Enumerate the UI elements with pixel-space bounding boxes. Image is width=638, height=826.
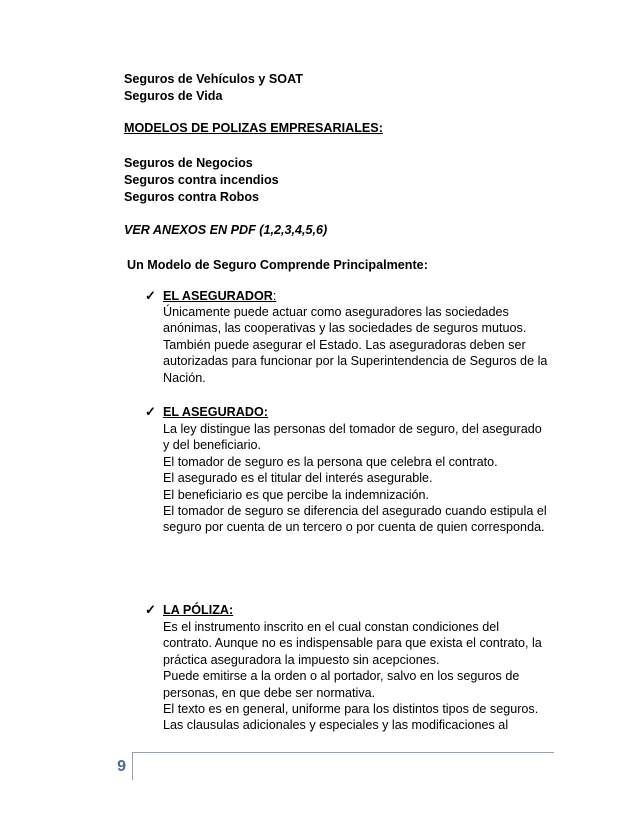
list-item-seguros-vida: Seguros de Vida	[124, 89, 223, 103]
paragraph-line: El tomador de seguro es la persona que celebra el contrato.	[163, 454, 498, 469]
footer-divider	[132, 752, 133, 780]
paragraph-line: Es el instrumento inscrito en el cual constan condiciones del	[163, 620, 500, 634]
section-heading-asegurador: EL ASEGURADOR:	[163, 289, 277, 303]
list-item-seguros-vehiculos: Seguros de Vehículos y SOAT	[124, 72, 303, 86]
check-icon: ✓	[145, 602, 156, 617]
page-number: 9	[117, 758, 126, 775]
section-body-asegurado	[163, 421, 548, 536]
paragraph-line: contrato. Aunque no es indispensable para que exista el contrato, la	[163, 636, 542, 651]
section-heading-asegurado: EL ASEGURADO:	[163, 405, 268, 419]
intro-heading: Un Modelo de Seguro Comprende Principalmente:	[127, 258, 428, 272]
paragraph-line: anónimas, las cooperativas y las sociedades de seguros mutuos.	[163, 321, 527, 336]
paragraph-line: autorizadas para funcionar por la Superintendencia de Seguros de la	[163, 354, 548, 369]
paragraph-line: Puede emitirse a la orden o al portador, salvo en los seguros de	[163, 669, 520, 684]
paragraph-line: Las clausulas adicionales y especiales y las modificaciones al	[163, 718, 509, 733]
section-body-asegurador	[163, 304, 548, 386]
list-item-seguros-incendios: Seguros contra incendios	[124, 173, 279, 187]
paragraph-line: La ley distingue las personas del tomador de seguro, del asegurado	[163, 422, 542, 436]
check-icon: ✓	[145, 288, 156, 303]
list-item-seguros-negocios: Seguros de Negocios	[124, 156, 253, 170]
footer-rule	[132, 752, 554, 753]
paragraph-line: práctica aseguradora la impuesto sin acepciones.	[163, 652, 440, 667]
paragraph-line: Únicamente puede actuar como aseguradores las sociedades	[163, 305, 509, 319]
paragraph-line: El asegurado es el titular del interés asegurable.	[163, 471, 433, 486]
check-icon: ✓	[145, 404, 156, 419]
section-title-modelos: MODELOS DE POLIZAS EMPRESARIALES:	[124, 121, 383, 135]
paragraph-line: personas, en que debe ser normativa.	[163, 685, 376, 700]
paragraph-line: También puede asegurar el Estado. Las aseguradoras deben ser	[163, 337, 526, 352]
paragraph-line: seguro por cuenta de un tercero o por cuenta de quien corresponda.	[163, 520, 545, 535]
paragraph-line: El tomador de seguro se diferencia del asegurado cuando estipula el	[163, 504, 547, 519]
anexos-note: VER ANEXOS EN PDF (1,2,3,4,5,6)	[124, 223, 328, 237]
section-body-poliza	[163, 619, 548, 734]
paragraph-line: El beneficiario es que percibe la indemnización.	[163, 487, 430, 502]
paragraph-line: y del beneficiario.	[163, 438, 262, 453]
list-item-seguros-robos: Seguros contra Robos	[124, 190, 260, 204]
paragraph-line: El texto es en general, uniforme para los distintos tipos de seguros.	[163, 702, 539, 717]
paragraph-line: Nación.	[163, 370, 206, 385]
section-heading-poliza: LA PÓLIZA:	[163, 603, 234, 617]
